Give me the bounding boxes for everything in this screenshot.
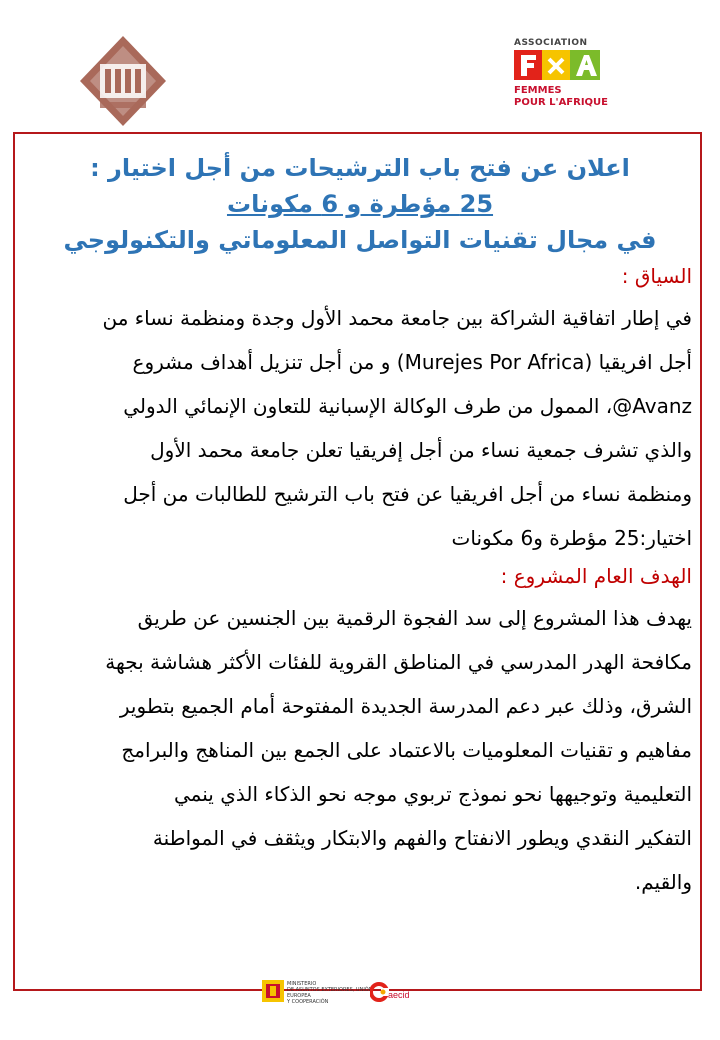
university-emblem-icon xyxy=(78,34,168,128)
context-line-4: والذي تشرف جمعية نساء من أجل إفريقيا تعلن جامعة محمد الأول xyxy=(150,438,692,462)
title-line-1: اعلان عن فتح باب الترشيحات من أجل اختيار : xyxy=(90,154,630,182)
ministry-line-1: MINISTERIO xyxy=(287,981,317,987)
sponsor-logos xyxy=(262,976,422,1012)
ministry-line-3: Y COOPERACIÓN xyxy=(287,999,329,1005)
context-line-1: في إطار اتفاقية الشراكة بين جامعة محمد الأول وجدة ومنظمة نساء من xyxy=(102,306,692,330)
context-line-5: ومنظمة نساء من أجل افريقيا عن فتح باب الترشيح للطالبات من أجل xyxy=(123,482,692,506)
objective-line-7: والقيم. xyxy=(634,870,692,894)
association-name-line1: FEMMES xyxy=(514,85,562,96)
context-line-6: اختيار:25 مؤطرة و6 مكونات xyxy=(451,526,692,550)
objective-line-2: مكافحة الهدر المدرسي في المناطق القروية للفئات الأكثر هشاشة بجهة xyxy=(105,650,692,674)
fxa-mark-icon xyxy=(514,50,600,80)
ministry-line-2: DE ASUNTOS EXTERIORES, UNIÓN EUROPEA xyxy=(287,987,373,999)
association-label: ASSOCIATION xyxy=(514,38,588,48)
objective-heading: الهدف العام المشروع : xyxy=(500,564,692,588)
aecid-label: aecid xyxy=(388,990,410,1000)
objective-line-1: يهدف هذا المشروع إلى سد الفجوة الرقمية بين الجنسين عن طريق xyxy=(137,606,692,630)
association-logo xyxy=(510,38,660,114)
announcement-body xyxy=(28,150,692,904)
objective-line-5: التعليمية وتوجيهها نحو نموذج تربوي موجه نحو الذكاء الذي ينمي xyxy=(174,782,692,806)
context-heading: السياق : xyxy=(621,264,692,288)
title-line-3: في مجال تقنيات التواصل المعلوماتي والتكنولوجي xyxy=(63,226,657,254)
context-line-3: Avanz@، الممول من طرف الوكالة الإسبانية للتعاون الإنمائي الدولي xyxy=(123,394,692,418)
title-line-2-text: 25 مؤطرة و 6 مكونات xyxy=(226,190,494,218)
title-line-2 xyxy=(28,186,692,222)
objective-line-3: الشرق، وذلك عبر دعم المدرسة الجديدة المفتوحة أمام الجميع بتطوير xyxy=(119,694,692,718)
context-line-2: أجل افريقيا (Murejes Por Africa) و من أجل تنزيل أهداف مشروع xyxy=(132,350,692,374)
objective-line-4: مفاهيم و تقنيات المعلوميات بالاعتماد على الجمع بين المناهج والبرامج xyxy=(121,738,692,762)
objective-line-6: التفكير النقدي ويطور الانفتاح والفهم والابتكار ويثقف في المواطنة xyxy=(152,826,692,850)
university-logo xyxy=(78,34,168,128)
association-name-line2: POUR L'AFRIQUE xyxy=(514,97,609,108)
spain-coat-of-arms-icon xyxy=(262,980,284,1002)
